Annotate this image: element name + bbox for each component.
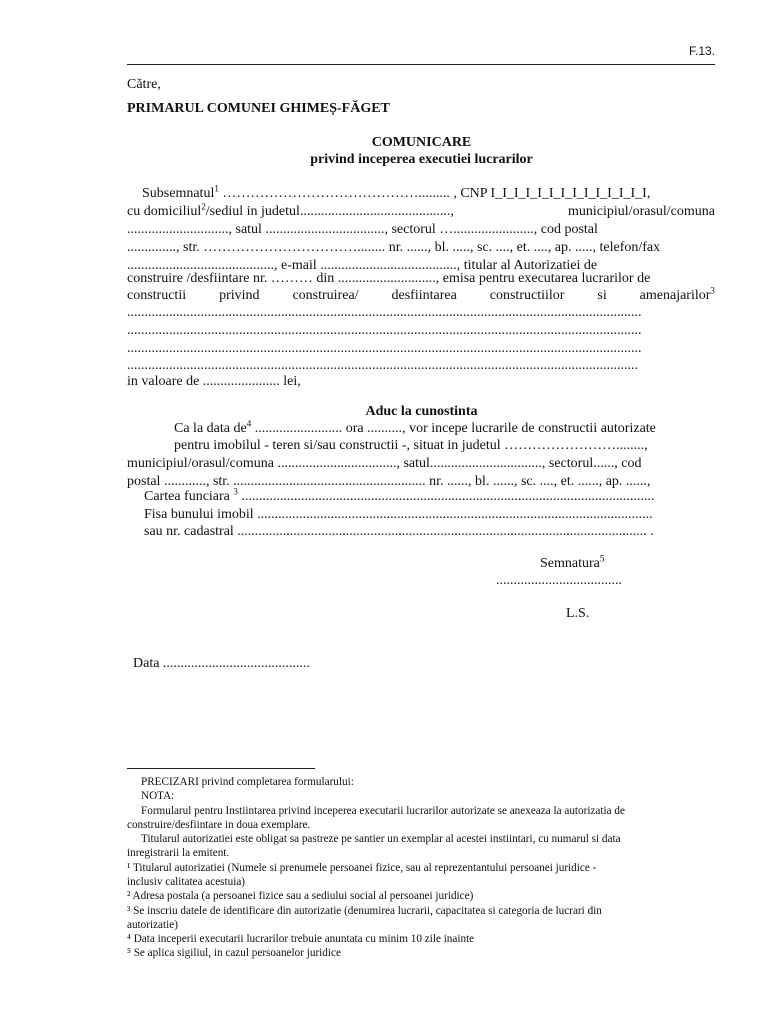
footnote-1-cont: inclusiv calitatea acestuia) <box>127 876 246 888</box>
notice-line-4: postal ............, str. ....................................................... nr. ......, bl. ......, sc. ...., et. ......, ap. ......, <box>127 474 651 489</box>
body-text: cu domiciliul <box>127 204 202 219</box>
signature-line: .................................... <box>496 573 622 588</box>
notice-line-1 <box>127 420 715 438</box>
body-text: ......................... ora .........., vor incepe lucrarile de constructii autorizate <box>251 421 656 436</box>
form-code: F.13. <box>688 44 715 58</box>
body-word: constructiilor <box>489 288 565 303</box>
footnote-text: Titularul autorizatiei este obligat sa pastreze pe santier un exemplar al acestei instiintari, cu numarul si data <box>141 833 621 845</box>
body-line-6: construire /desfiintare nr. ……… din ............................, emisa pentru executarea lucrarilor de <box>127 271 651 286</box>
notice-line-property-sheet: Fisa bunului imobil ................................................................................................................. <box>144 507 653 522</box>
footnote-5: ⁵ Se aplica sigiliul, in cazul persoanelor juridice <box>127 947 341 959</box>
footnote-ref: 5 <box>599 553 605 564</box>
footnote-rule <box>127 768 315 769</box>
footnote-4: ⁴ Data inceperii executarii lucrarilor trebuie anuntata cu minim 10 zile inainte <box>127 933 475 945</box>
body-line-5: .........................................., e-mail ......................................., titular al Autorizatiei de <box>127 258 598 273</box>
header-rule <box>127 64 715 65</box>
footnote-ref: 2 <box>201 201 206 212</box>
addressee-to: Către, <box>127 77 161 92</box>
footnote-ref: 3 <box>710 285 715 296</box>
footnote-text: Formularul pentru Instiintarea privind inceperea executarii lucrarilor autorizate se anexeaza la autorizatia de <box>141 805 625 817</box>
dotted-line-3: ................................................................................................................................................... <box>127 341 642 356</box>
body-word: desfiintarea <box>391 288 457 303</box>
footnote-text: construire/desfiintare in doua exemplare. <box>127 819 311 831</box>
footnote-3-cont: autorizatie) <box>127 919 178 931</box>
footnote-text: inregistrarii la emitent. <box>127 847 230 859</box>
body-word: construirea/ <box>292 288 359 303</box>
signature-text: Semnatura <box>540 556 600 571</box>
body-text: /sediul in judetul..........................................., <box>205 204 454 219</box>
body-text: municipiul/orasul/comuna <box>568 204 715 219</box>
body-text: Cartea funciara <box>144 489 234 504</box>
body-word: si <box>597 288 607 303</box>
addressee-mayor: PRIMARUL COMUNEI GHIMEȘ-FĂGET <box>127 101 390 116</box>
notice-line-cadastral: sau nr. cadastral ..................................................................................................................... . <box>144 524 654 539</box>
body-line-7 <box>127 287 715 305</box>
footnote-ref: 4 <box>246 418 252 429</box>
document-subtitle: privind inceperea executiei lucrarilor <box>310 152 533 167</box>
footnote-nota: NOTA: <box>141 790 175 802</box>
footnote-3: ³ Se inscriu datele de identificare din autorizatie (denumirea lucrarii, capacitatea si categoria de lucrari din <box>127 905 602 917</box>
dotted-line-1: ................................................................................................................................................... <box>127 305 642 320</box>
notice-heading: Aduc la cunostinta <box>365 404 478 419</box>
footnote-ref: 1 <box>214 183 219 194</box>
notice-line-land-book <box>127 488 715 506</box>
footnote-ref: 3 <box>233 486 238 497</box>
body-word: privind <box>219 288 260 303</box>
body-text: ...................................................................................................................... <box>237 489 655 504</box>
document-title: COMUNICARE <box>371 135 472 150</box>
body-word: constructii <box>127 288 187 303</box>
body-word: amenajarilor <box>639 288 711 303</box>
footnote-title: PRECIZARI privind completarea formularului: <box>141 776 354 788</box>
signature-label <box>540 553 605 572</box>
body-line-2 <box>127 203 715 221</box>
body-line-3: ............................., satul .................................., sectorul …......................., cod postal <box>127 222 598 237</box>
body-line-1 <box>127 185 715 203</box>
body-text: Ca la data de <box>174 421 247 436</box>
seal-placeholder: L.S. <box>566 606 590 621</box>
date-field: Data .......................................... <box>133 656 310 671</box>
body-text: Subsemnatul <box>142 186 215 201</box>
value-line: in valoare de ...................... lei, <box>127 374 301 389</box>
footnote-1: ¹ Titularul autorizatiei (Numele si prenumele persoanei fizice, sau al reprezentantului persoanei juridice - <box>127 862 597 874</box>
notice-line-2: pentru imobilul - teren si/sau constructii -, situat in judetul ……………………........, <box>174 438 648 453</box>
footnote-2: ² Adresa postala (a persoanei fizice sau a sediului social al persoanei juridice) <box>127 890 474 902</box>
notice-line-3: municipiul/orasul/comuna .................................., satul................................, sectorul......, cod <box>127 456 642 471</box>
body-line-4: .............., str. ……………………………........ nr. ......, bl. ....., sc. ...., et. ...., ap. ....., telefon/fax <box>127 240 661 255</box>
dotted-line-4: .................................................................................................................................................. <box>127 358 638 373</box>
dotted-line-2: ................................................................................................................................................... <box>127 323 642 338</box>
body-text: ……………………………………......... , CNP I_I_I_I_I_I_I_I_I_I_I_I_I_I, <box>222 186 651 201</box>
